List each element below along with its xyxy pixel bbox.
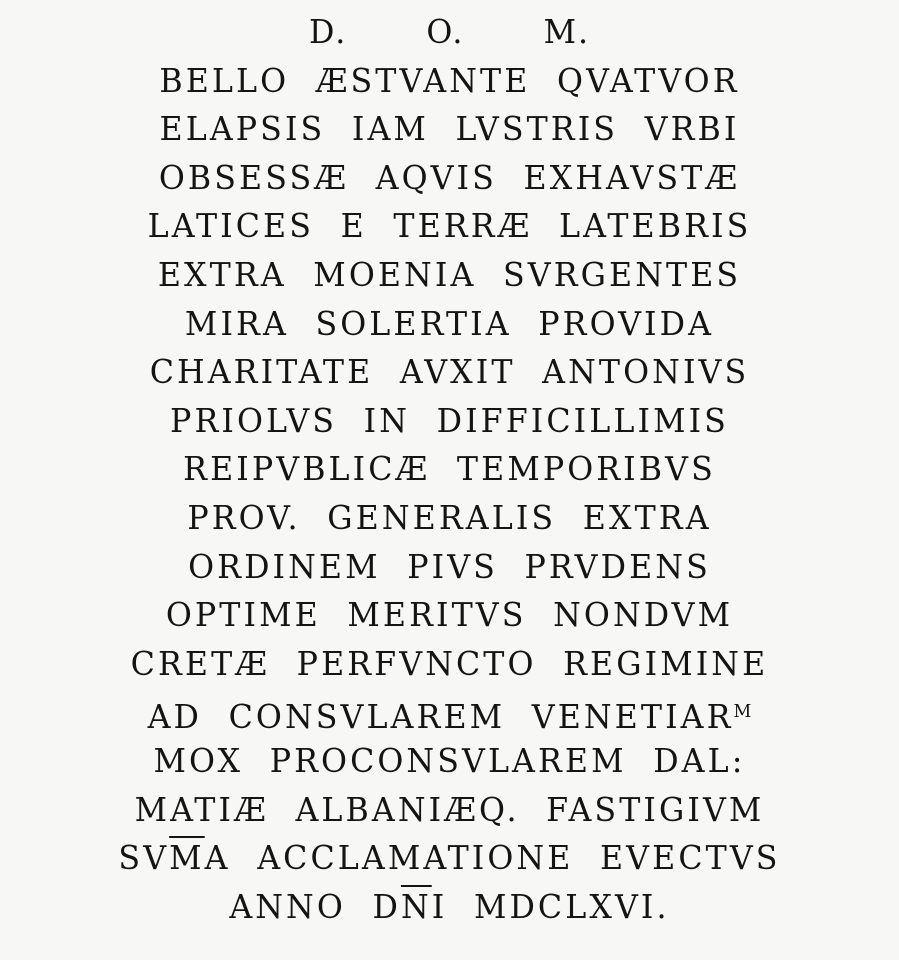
inscription-line-13: OPTIME MERITVS NONDVM: [165, 595, 734, 635]
inscription-line-11: PROV. GENERALIS EXTRA: [187, 497, 712, 537]
superscript-m: M: [733, 701, 752, 723]
inscription-line-19-mid: I: [431, 886, 448, 926]
overlined-letter-n: $\overline{N}$: [400, 886, 432, 926]
inscription-line-10: REIPVBLICÆ TEMPORIBVS: [183, 449, 716, 489]
inscription-line-8: CHARITATE AVXIT ANTONIVS: [149, 352, 750, 392]
inscription-line-14: CRETÆ PERFVNCTO REGIMINE: [130, 643, 769, 683]
inscription-line-6: EXTRA MOENIA SVRGENTES: [157, 254, 742, 294]
inscription: [0, 8, 899, 931]
inscription-line-19-end: MDCLXVI.: [473, 886, 670, 926]
inscription-line-19-start: ANNO D: [229, 886, 401, 926]
inscription-line-2: BELLO ÆSTVANTE QVATVOR: [159, 60, 740, 100]
inscription-line-12: ORDINEM PIVS PRVDENS: [188, 546, 711, 586]
inscription-line-18-start: SV: [118, 838, 170, 878]
inscription-line-19: [18, 883, 881, 932]
inscription-line-3: ELAPSIS IAM LVSTRIS VRBI: [159, 109, 740, 149]
overlined-letter-m: $\overline{M}$: [169, 838, 205, 878]
inscription-line-5: LATICES E TERRÆ LATEBRIS: [147, 206, 752, 246]
inscription-line-15-text: AD CONSVLAREM VENETIAR: [147, 697, 734, 737]
inscription-line-18: [18, 834, 881, 883]
inscription-line-18-rest: A ACCLAMATIONE EVECTVS: [204, 838, 781, 878]
inscription-line-4: OBSESSÆ AQVIS EXHAVSTÆ: [158, 157, 741, 197]
inscription-line-16: MOX PROCONSVLAREM DAL:: [153, 740, 746, 780]
inscription-line-1: D. O. M.: [309, 12, 590, 51]
inscription-line-9: PRIOLVS IN DIFFICILLIMIS: [170, 400, 729, 440]
inscription-line-7: MIRA SOLERTIA PROVIDA: [184, 303, 715, 343]
inscription-line-15: [18, 688, 881, 737]
inscription-line-17: MATIÆ ALBANIÆQ. FASTIGIVM: [134, 789, 765, 829]
